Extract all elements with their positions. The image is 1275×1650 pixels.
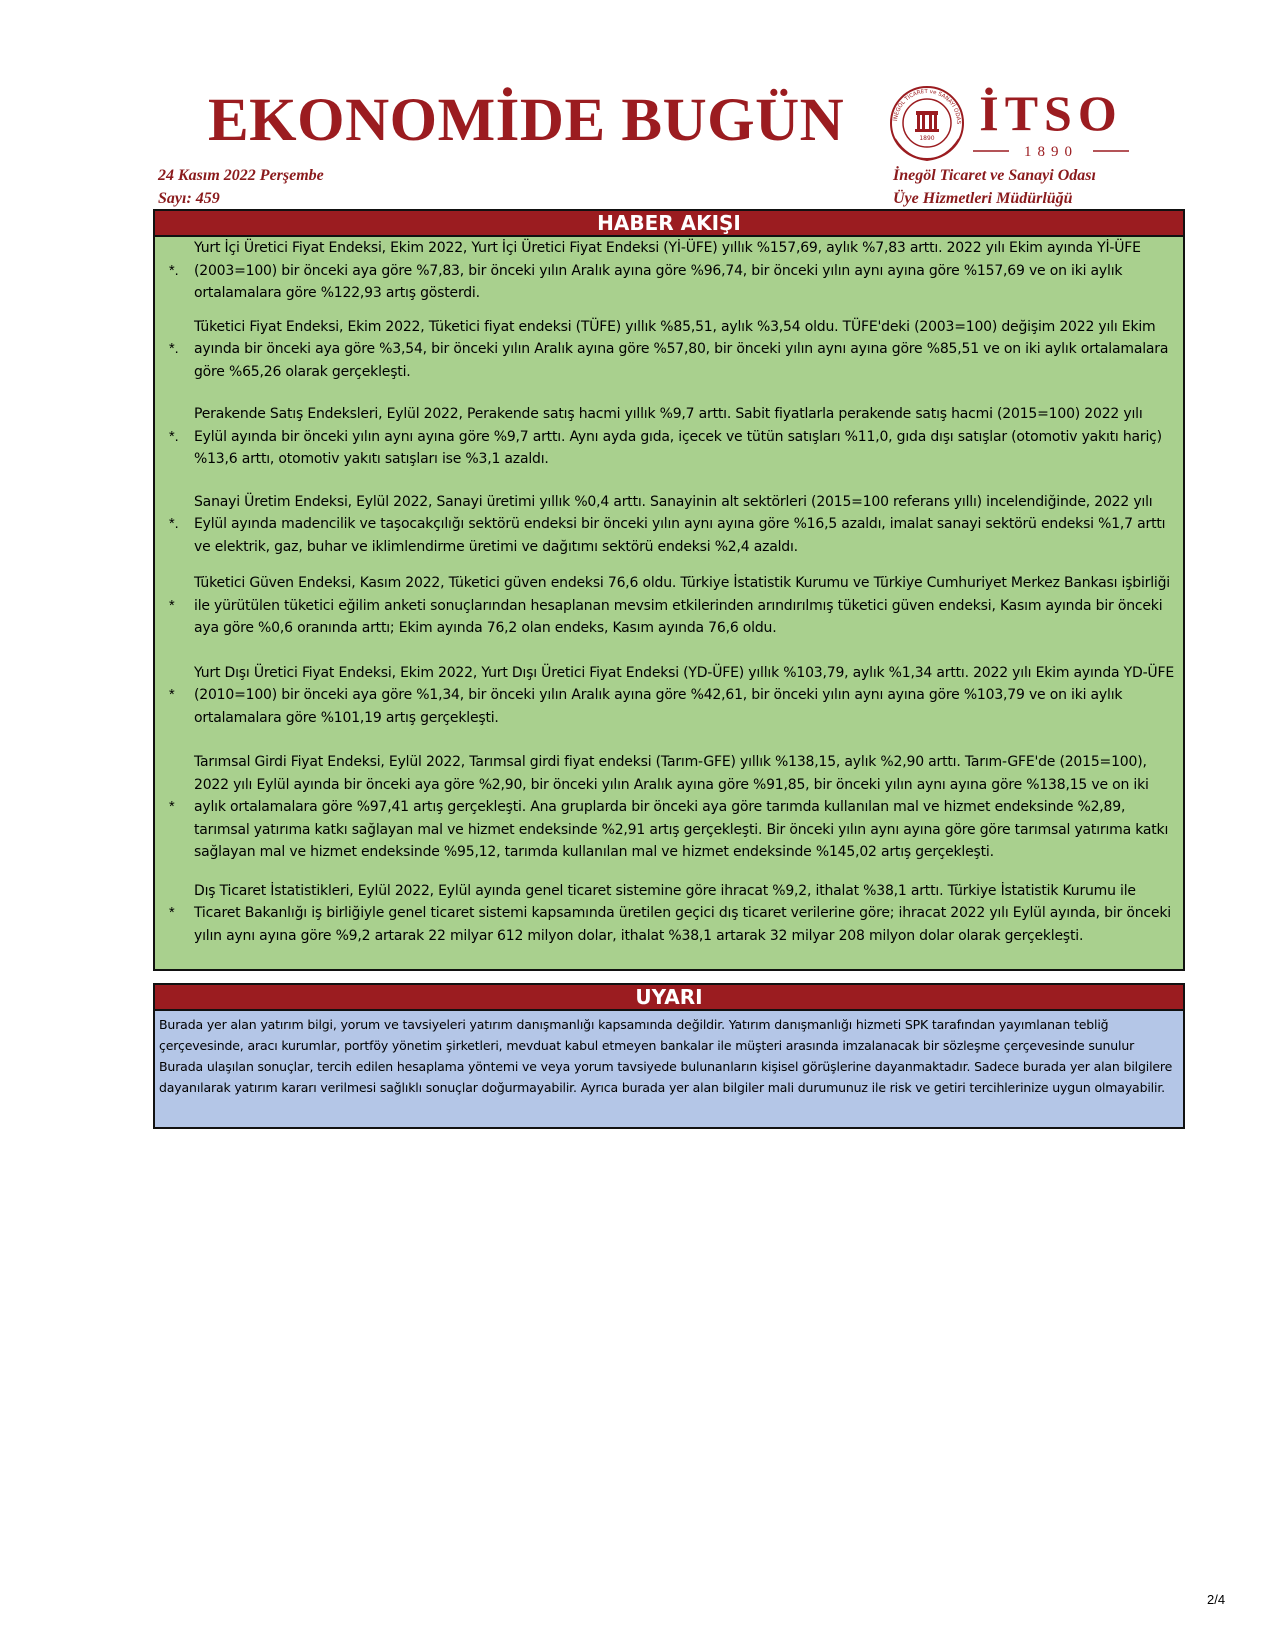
news-item [155,572,1183,640]
page-title: EKONOMİDE BUGÜN [208,87,845,154]
organization-name: İnegöl Ticaret ve Sanayi Odası [893,167,1096,184]
department-name: Üye Hizmetleri Müdürlüğü [893,190,1073,207]
news-text: Dış Ticaret İstatistikleri, Eylül 2022, Eylül ayında genel ticaret sistemine göre ihracat %9,2, ithalat %38,1 arttı. Türkiye İstatistik Kurumu ile Ticaret Bakanlığı iş birliğiyle genel ticaret sistemi kapsamında üretilen geçici dış ticaret verilerine göre; ihracat 2022 yılı Eylül ayında, bir önceki yılın aynı ayına göre %9,2 artarak 22 milyar 612 milyon dolar, ithalat %38,1 artarak 32 milyar 208 milyon dolar olarak gerçekleşti. [194,882,1171,944]
news-text: Tüketici Güven Endeksi, Kasım 2022, Tüketici güven endeksi 76,6 oldu. Türkiye İstatistik Kurumu ve Türkiye Cumhuriyet Merkez Bankası işbirliği ile yürütülen tüketici eğilim anketi sonuçlarından hesaplanan mevsim etkilerinden arındırılmış tüketici güven endeksi, Kasım ayında bir önceki aya göre %0,6 oranında arttı; Ekim ayında 76,2 olan endeks, Kasım ayında 76,6 oldu. [194,575,1170,636]
news-bullet: * [169,597,175,614]
news-text: Sanayi Üretim Endeksi, Eylül 2022, Sanayi üretimi yıllık %0,4 arttı. Sanayinin alt sektörleri (2015=100 referans yıllı) incelendiğinde, 2022 yılı Eylül ayında madencilik ve taşocakçılığı sektörü endeksi bir önceki yılın aynı ayına göre %16,5 azaldı, imalat sanayi sektörü endeksi %1,7 arttı ve elektrik, gaz, buhar ve iklimlendirme üretimi ve dağıtımı sektörü endeksi %2,4 azaldı. [194,493,1166,555]
news-bullet: *. [169,341,179,358]
news-text: Yurt İçi Üretici Fiyat Endeksi, Ekim 2022, Yurt İçi Üretici Fiyat Endeksi (Yİ-ÜFE) yıllık %157,69, aylık %7,83 arttı. 2022 yılı Ekim ayında Yİ-ÜFE (2003=100) bir önceki aya göre %7,83, bir önceki yılın Aralık ayına göre %96,74, bir önceki yılın aynı ayına göre %157,69 ve on iki aylık ortalamalara göre %122,93 artış gösterdi. [194,240,1141,301]
seal-year: 1890 [919,135,935,142]
logo-year: 1890 [1024,144,1078,160]
news-item [155,316,1183,384]
warning-panel [153,983,1185,1129]
news-list [155,237,1183,947]
news-item [155,880,1183,948]
news-bullet: * [169,905,175,922]
news-text: Tarımsal Girdi Fiyat Endeksi, Eylül 2022, Tarımsal girdi fiyat endeksi (Tarım-GFE) yıllık %138,15, aylık %2,90 arttı. Tarım-GFE'de (2015=100), 2022 yılı Eylül ayında bir önceki aya göre %2,90, bir önceki yılın Aralık ayına göre %91,85, bir önceki yılın aynı ayına göre %138,15 ve on iki aylık ortalamalara göre %97,41 artış gerçekleşti. Ana gruplarda bir önceki aya göre tarımda kullanılan mal ve hizmet endeksinde %2,89, tarımsal yatırıma katkı sağlayan mal ve hizmet endeksinde %2,91 artış gerçekleşti. Bir önceki yılın aynı ayına göre göre tarımsal yatırıma katkı sağlayan mal ve hizmet endeksinde %95,12, tarımda kullanılan mal ve hizmet endeksinde %145,02 artış gerçekleşti. [194,754,1169,860]
news-item [155,662,1183,730]
news-text: Tüketici Fiyat Endeksi, Ekim 2022, Tüketici fiyat endeksi (TÜFE) yıllık %85,51, aylık %3,54 oldu. TÜFE'deki (2003=100) değişim 2022 yılı Ekim ayında bir önceki aya göre %3,54, bir önceki yılın Aralık ayına göre %57,80, bir önceki yılın aynı ayına göre %85,51 ve on iki aylık ortalamalara göre %65,26 olarak gerçekleşti. [194,318,1169,380]
news-item [155,491,1183,559]
news-feed-panel [153,209,1185,971]
news-item [155,403,1183,471]
news-bullet: * [169,687,175,704]
news-bullet: *. [169,428,179,445]
news-item [155,237,1183,305]
news-text: Yurt Dışı Üretici Fiyat Endeksi, Ekim 2022, Yurt Dışı Üretici Fiyat Endeksi (YD-ÜFE) yıllık %103,79, aylık %1,34 arttı. 2022 yılı Ekim ayında YD-ÜFE (2010=100) bir önceki aya göre %1,34, bir önceki yılın Aralık ayına göre %42,61, bir önceki yılın aynı ayına göre %103,79 ve on iki aylık ortalamalara göre %101,19 artış gerçekleşti. [194,664,1174,726]
news-bullet: *. [169,262,179,279]
warning-heading: UYARI [155,985,1183,1011]
issue-date: 24 Kasım 2022 Perşembe [158,167,324,184]
page-number: 2/4 [1207,1592,1226,1607]
issue-number: Sayı: 459 [158,190,220,207]
news-feed-heading: HABER AKIŞI [155,211,1183,237]
masthead [0,80,1275,210]
news-item [155,751,1183,864]
news-bullet: * [169,799,175,816]
logo-wordmark: İTSO [979,85,1123,141]
news-bullet: *. [169,516,179,533]
news-text: Perakende Satış Endeksleri, Eylül 2022, Perakende satış hacmi yıllık %9,7 arttı. Sabit fiyatlarla perakende satış hacmi (2015=100) 2022 yılı Eylül ayında bir önceki yılın aynı ayına göre %9,7 arttı. Aynı ayda gıda, içecek ve tütün satışları %11,0, gıda dışı satışlar (otomotiv yakıtı hariç) %13,6 arttı, otomotiv yakıtı satışları ise %3,1 azaldı. [194,406,1162,467]
itso-logo [887,84,1137,166]
warning-text: Burada yer alan yatırım bilgi, yorum ve tavsiyeleri yatırım danışmanlığı kapsamında değildir. Yatırım danışmanlığı hizmeti SPK tarafından yayımlanan tebliğ çerçevesinde, aracı kurumlar, portföy yönetim şirketleri, mevduat kabul etmeyen bankalar ile müşteri arasında imzalanacak bir sözleşme çerçevesinde sunulur Burada ulaşılan sonuçlar, tercih edilen hesaplama yöntemi ve veya yorum tavsiyede bulunanların kişisel görüşlerine dayanmaktadır. Sadece burada yer alan bilgilere dayanılarak yatırım kararı verilmesi sağlıklı sonuçlar doğurmayabilir. Ayrıca burada yer alan bilgiler mali durumunuz ile risk ve getiri tercihlerinize uygun olmayabilir. [159,1017,1173,1095]
seal-text: İNEGÖL TİCARET ve SANAYİ ODAS [893,88,962,125]
seal-icon [887,84,963,160]
